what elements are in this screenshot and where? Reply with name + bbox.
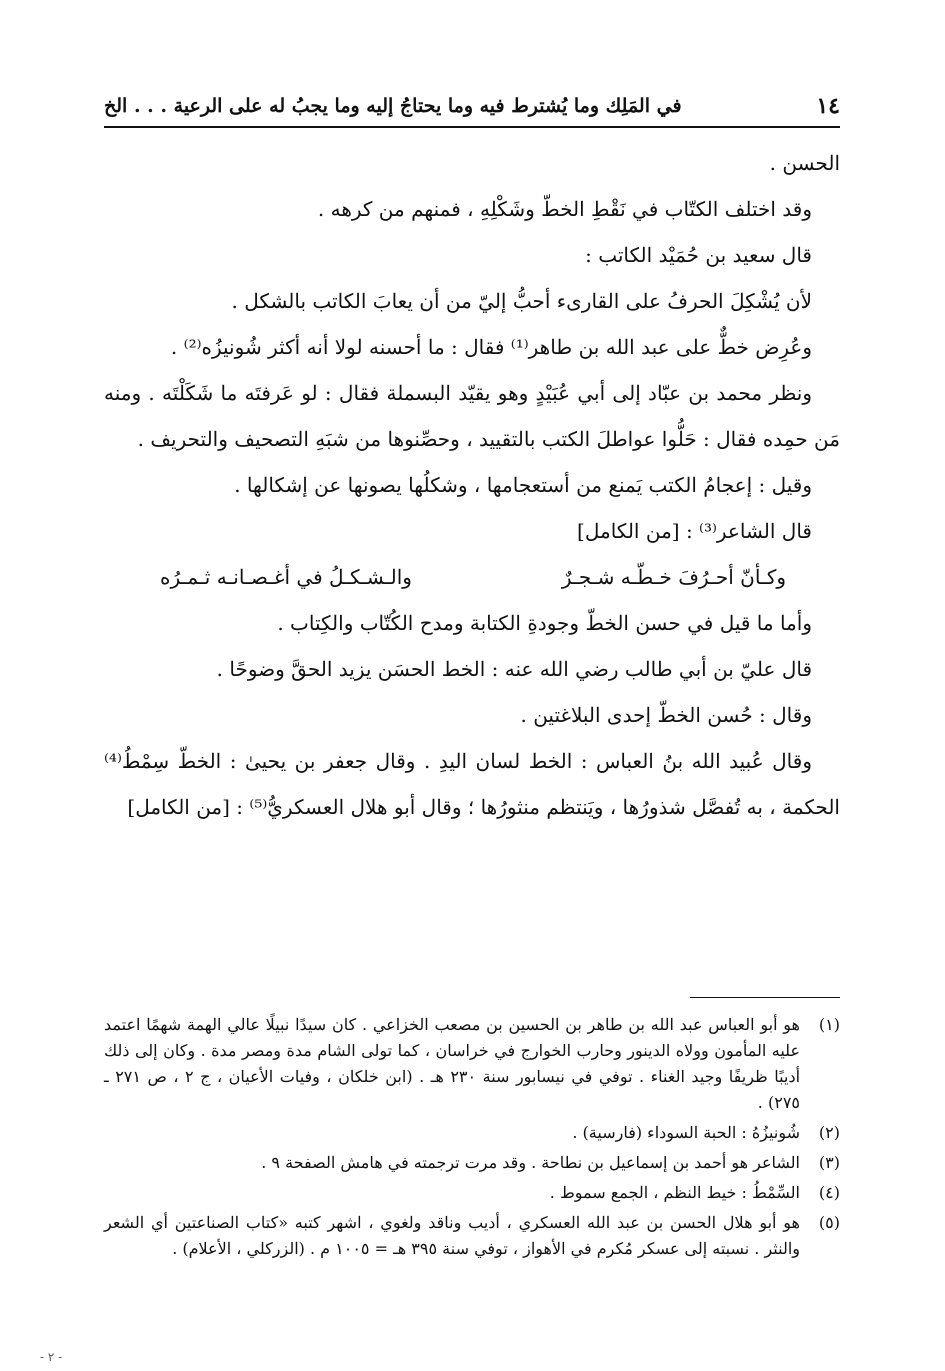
running-header	[104, 88, 840, 124]
page-bottom-mark: - ٢ -	[40, 1350, 63, 1364]
header-rule	[104, 126, 840, 128]
footnote	[104, 1012, 840, 1116]
paragraph: وعُرِض خطٌّ على عبد الله بن طاهر⁽¹⁾ فقال : ما أحسنه لولا أنه أكثر شُونيزُه⁽²⁾ .	[170, 335, 812, 359]
footnote	[104, 1150, 840, 1176]
footnote-text: الشاعر هو أحمد بن إسماعيل بن نطاحة . وقد مرت ترجمته في هامش الصفحة ٩ .	[261, 1153, 800, 1172]
paragraph: وقال عُبيد الله بنُ العباس : الخط لسان اليدِ . وقال جعفر بن يحيىٰ : الخطّ سِمْطُ⁽⁴⁾ الحكمة ، به تُفصَّل شذورُها ، ويَنتظم منثورُها ؛ وقال أبو هلال العسكريُّ⁽⁵⁾ : [من الكامل]	[104, 749, 840, 819]
footnote-text: شُونيزُهُ : الحبة السوداء (فارسية) .	[572, 1123, 800, 1142]
footnote-text: هو أبو العباس عبد الله بن طاهر بن الحسين بن مصعب الخزاعي . كان سيدًا نبيلًا عالي الهمة شهمًا اعتمد عليه المأمون وولاه الدينور وحارب الخوارج في خراسان ، كما تولى الشام مدة ومصر مدة . وكان إلى ذلك أديبًا ظريفًا وجيد الغناء . توفي في نيسابور سنة ٢٣٠ هـ . (ابن خلكان ، وفيات الأعيان ، ج ٢ ، ص ٢٧١ ـ ٢٧٥) .	[104, 1015, 801, 1112]
footnote-text: السِّمْطُ : خيط النظم ، الجمع سموط .	[549, 1183, 800, 1202]
footnote-number: (٣)	[818, 1153, 840, 1172]
footnote-number: (١)	[818, 1015, 840, 1034]
paragraph: ونظر محمد بن عبّاد إلى أبي عُبَيْدٍ وهو يقيّد البسملة فقال : لو عَرفتَه ما شَكَلْتَه . ومنه مَن حمِده فقال : حَلُّوا عواطلَ الكتب بالتقييد ، وحصِّنوها من شبَهِ التصحيف والتحريف .	[104, 381, 840, 451]
verse-first-hemistich: وكـأنّ أحـرُفَ خـطّـه شـجـرٌ	[561, 565, 786, 589]
page-number: ١٤	[816, 93, 840, 119]
footnote-number: (٤)	[818, 1183, 840, 1202]
main-text	[104, 140, 840, 830]
paragraph: لأن يُشْكِلَ الحرفُ على القارىء أحبُّ إليّ من أن يعابَ الكاتب بالشكل .	[231, 289, 812, 313]
paragraph: قال عليّ بن أبي طالب رضي الله عنه : الخط الحسَن يزيد الحقَّ وضوحًا .	[216, 657, 812, 681]
footnote	[104, 1180, 840, 1206]
paragraph: وقال : حُسن الخطّ إحدى البلاغتين .	[520, 703, 812, 727]
paragraph: وقيل : إعجامُ الكتب يَمنع من أستعجامها ، وشكلُها يصونها عن إشكالها .	[234, 473, 812, 497]
paragraph: وقد اختلف الكتّاب في نَقْطِ الخطّ وشَكْلِهِ ، فمنهم من كرهه .	[317, 197, 812, 221]
footnote-text: هو أبو هلال الحسن بن عبد الله العسكري ، أديب وناقد ولغوي ، اشهر كتبه «كتاب الصناعتين أي الشعر والنثر . نسبته إلى عسكر مُكرم في الأهواز ، توفي سنة ٣٩٥ هـ = ١٠٠٥ م . (الزركلي ، الأعلام) .	[104, 1213, 800, 1258]
running-title: في المَلِك وما يُشترط فيه وما يحتاجُ إليه وما يجبُ له على الرعية . . . الخ	[104, 95, 682, 117]
footnote	[104, 1120, 840, 1146]
footnote-number: (٥)	[818, 1213, 840, 1232]
paragraph: قال الشاعر⁽³⁾ : [من الكامل]	[577, 519, 812, 543]
verse-second-hemistich: والـشـكـلُ في أغـصـانـه ثـمـرُه	[160, 565, 412, 589]
footnote-number: (٢)	[818, 1123, 840, 1142]
footnote-rule	[690, 997, 840, 998]
footnotes	[104, 1012, 840, 1266]
paragraph: الحسن .	[769, 151, 840, 175]
paragraph: قال سعيد بن حُمَيْد الكاتب :	[585, 243, 812, 267]
poem-verse	[104, 554, 840, 600]
paragraph: وأما ما قيل في حسن الخطّ وجودةِ الكتابة ومدح الكُتّاب والكِتاب .	[277, 611, 812, 635]
footnote	[104, 1210, 840, 1262]
